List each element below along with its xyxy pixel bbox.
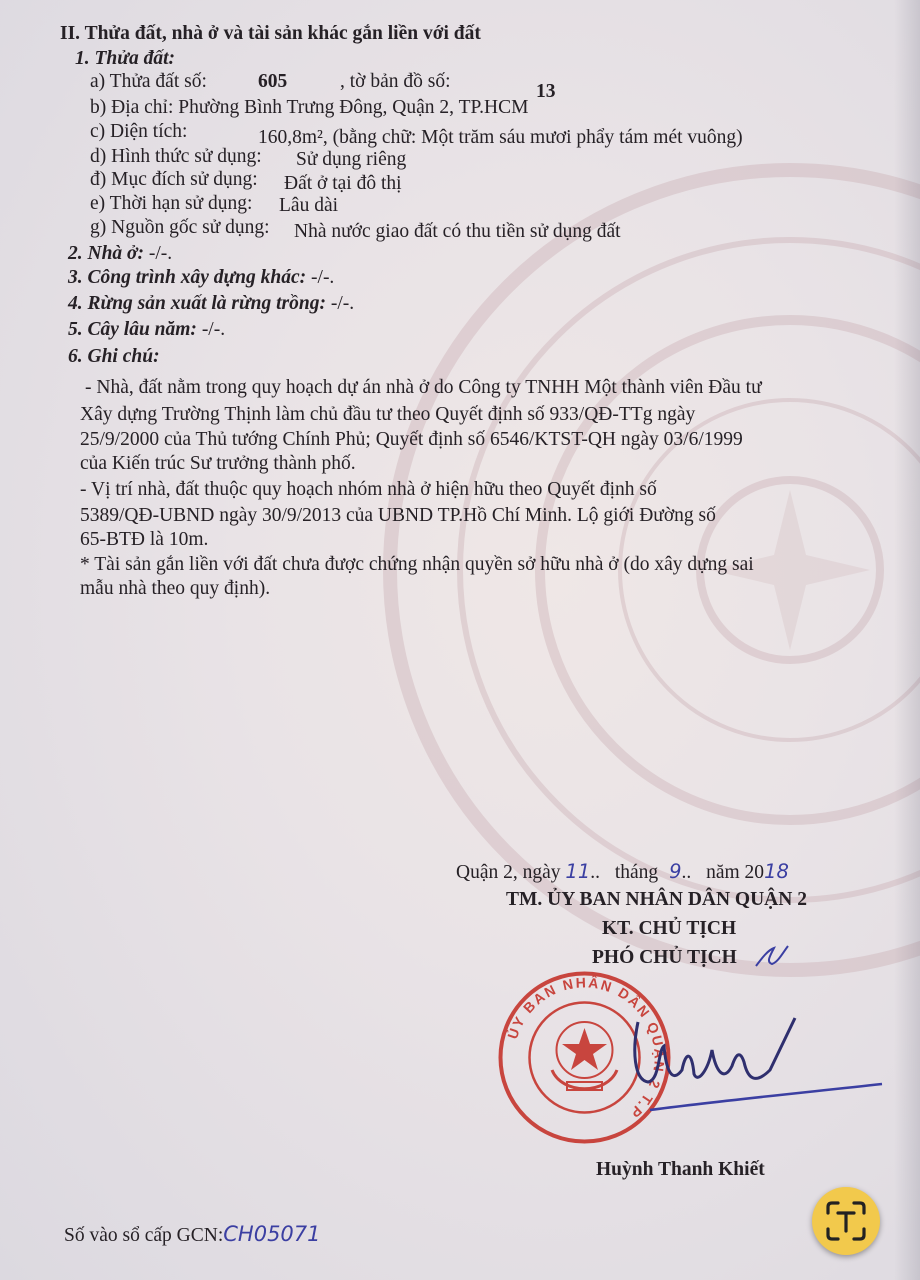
origin-label: g) Nguồn gốc sử dụng: xyxy=(90,217,270,238)
note-line: Xây dựng Trường Thịnh làm chủ đầu tư theo Quyết định số 933/QĐ-TTg ngày xyxy=(80,404,696,425)
date-year-suffix: 18 xyxy=(764,860,789,883)
text-scan-icon xyxy=(812,1187,880,1255)
house-row xyxy=(68,242,172,266)
signing-org: TM. ỦY BAN NHÂN DÂN QUẬN 2 xyxy=(506,889,807,910)
parcel-label: a) Thửa đất số: xyxy=(90,71,207,92)
note-line: mẫu nhà theo quy định). xyxy=(80,578,271,599)
date-line: Quận 2, ngày 11.. tháng 9.. năm 2018 xyxy=(456,860,789,883)
trees-value: -/-. xyxy=(201,319,226,340)
registry-label: Số vào sổ cấp GCN: xyxy=(64,1225,224,1246)
signer-name: Huỳnh Thanh Khiết xyxy=(596,1159,765,1180)
purpose-value: Đất ở tại đô thị xyxy=(284,173,402,194)
forest-row xyxy=(68,292,354,316)
parcel-number: 605 xyxy=(258,71,288,92)
construction-row xyxy=(68,266,334,290)
usage-form-value: Sử dụng riêng xyxy=(296,149,407,170)
trees-row xyxy=(68,318,225,342)
page-edge-shadow xyxy=(894,0,920,1280)
house-value: -/-. xyxy=(148,243,173,264)
construction-title: 3. Công trình xây dựng khác: xyxy=(68,267,307,288)
signing-role-2: PHÓ CHỦ TỊCH xyxy=(592,947,737,968)
forest-value: -/-. xyxy=(330,293,355,314)
signing-role-1: KT. CHỦ TỊCH xyxy=(602,918,737,939)
note-line: 5389/QĐ-UBND ngày 30/9/2013 của UBND TP.Hồ Chí Minh. Lộ giới Đường số xyxy=(80,505,716,526)
forest-title: 4. Rừng sản xuất là rừng trồng: xyxy=(68,293,326,314)
house-title: 2. Nhà ở: xyxy=(68,243,145,264)
section-heading: II. Thửa đất, nhà ở và tài sản khác gắn liền với đất xyxy=(60,23,481,44)
date-place: Quận 2, ngày xyxy=(456,862,561,883)
note-line: - Vị trí nhà, đất thuộc quy hoạch nhóm nhà ở hiện hữu theo Quyết định số xyxy=(80,479,657,500)
registry-value: CH05071 xyxy=(223,1222,321,1246)
term-value: Lâu dài xyxy=(279,195,339,216)
term-label: e) Thời hạn sử dụng: xyxy=(90,193,253,214)
svg-text:ỦY BAN NHÂN DÂN QUẬN 2 T.P: ỦY BAN NHÂN DÂN QUẬN 2 T.P xyxy=(504,974,668,1123)
trees-title: 5. Cây lâu năm: xyxy=(68,319,197,340)
note-line: - Nhà, đất nằm trong quy hoạch dự án nhà ở do Công ty TNHH Một thành viên Đầu tư xyxy=(85,377,762,398)
scan-text-button[interactable] xyxy=(812,1187,880,1255)
note-line: * Tài sản gắn liền với đất chưa được chứng nhận quyền sở hữu nhà ở (do xây dựng sai xyxy=(80,554,754,575)
origin-value: Nhà nước giao đất có thu tiền sử dụng đất xyxy=(294,221,621,242)
area-value: 160,8m², (bằng chữ: Một trăm sáu mươi phẩy tám mét vuông) xyxy=(258,127,743,148)
signature xyxy=(620,1010,890,1120)
note-line: 65-BTĐ là 10m. xyxy=(80,529,209,550)
map-label: , tờ bản đồ số: xyxy=(340,71,451,92)
date-day: 11 xyxy=(565,860,591,883)
date-month-label: tháng xyxy=(614,862,659,883)
note-line: của Kiến trúc Sư trưởng thành phố. xyxy=(80,453,356,474)
construction-value: -/-. xyxy=(311,267,335,288)
date-month: 9 xyxy=(669,860,682,883)
land-title: 1. Thửa đất: xyxy=(75,48,175,69)
purpose-label: đ) Mục đích sử dụng: xyxy=(90,169,258,190)
initials-mark xyxy=(752,940,792,974)
registry-row xyxy=(64,1222,321,1248)
map-number: 13 xyxy=(536,81,556,102)
notes-title: 6. Ghi chú: xyxy=(68,346,160,367)
area-label: c) Diện tích: xyxy=(90,121,188,142)
date-year-label: năm 20 xyxy=(706,862,765,883)
usage-form-label: d) Hình thức sử dụng: xyxy=(90,146,262,167)
note-line: 25/9/2000 của Thủ tướng Chính Phủ; Quyết định số 6546/KTST-QH ngày 03/6/1999 xyxy=(80,429,743,450)
address-line: b) Địa chỉ: Phường Bình Trưng Đông, Quận 2, TP.HCM xyxy=(90,97,529,118)
